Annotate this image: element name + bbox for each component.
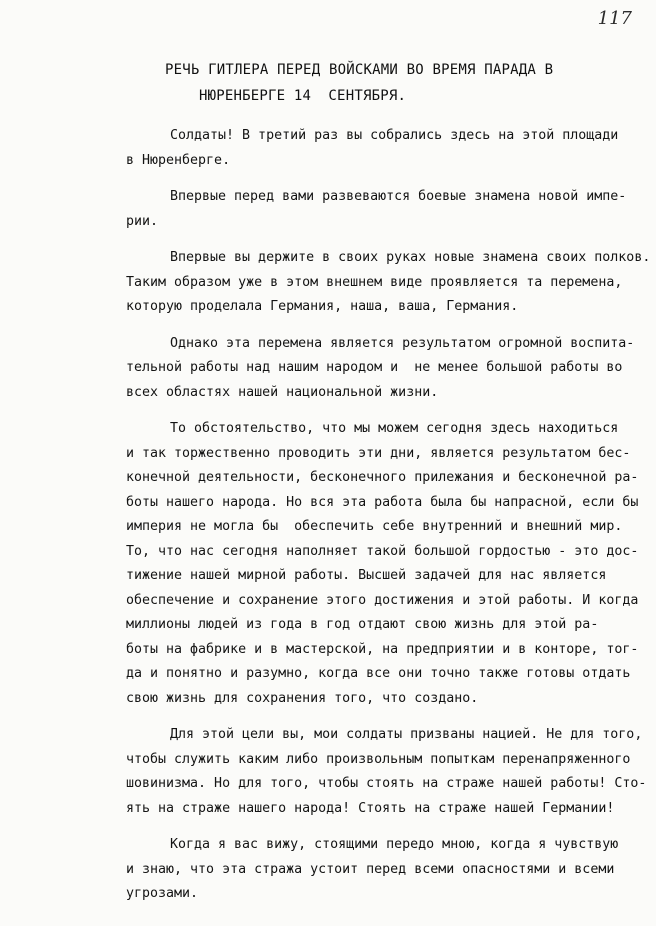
text-line: тижение нашей мирной работы. Высшей задачей для нас является <box>126 568 607 583</box>
text-line: Однако эта перемена является результатом огромной воспита- <box>170 335 635 351</box>
paragraph <box>126 246 651 320</box>
paragraph <box>126 124 646 173</box>
text-line: боты нашего народа. Но вся эта работа была бы напрасной, если бы <box>126 494 639 510</box>
text-line: в Нюренберге. <box>126 152 231 168</box>
text-line: рии. <box>126 213 159 229</box>
text-line: Таким образом уже в этом внешнем виде проявляется та перемена, <box>126 274 623 290</box>
paragraph <box>126 833 646 907</box>
text-line: империя не могла бы обеспечить себе внутренний и внешний мир. <box>126 519 623 534</box>
text-line: Для этой цели вы, мои солдаты призваны нацией. Не для того, <box>170 727 643 742</box>
paragraph <box>126 185 646 234</box>
body-text <box>126 124 651 919</box>
text-line: которую проделала Германия, наша, ваша, Германия. <box>126 299 519 314</box>
text-line: и так торжественно проводить эти дни, является результатом бес- <box>126 445 631 461</box>
paragraph <box>126 723 646 821</box>
text-line: Впервые вы держите в своих руках новые знамена своих полков. <box>170 250 651 265</box>
text-line: тельной работы над нашим народом и не менее большой работы во <box>126 360 623 375</box>
text-line: угрозами. <box>126 886 199 901</box>
text-line: Когда я вас вижу, стоящими передо мною, когда я чувствую <box>170 837 619 852</box>
text-line: То обстоятельство, что мы можем сегодня здесь находиться <box>170 421 619 436</box>
text-line: ять на страже нашего народа! Стоять на страже нашей Германии! <box>126 800 615 816</box>
page-number: 117 <box>597 8 632 29</box>
title-line-1: РЕЧЬ ГИТЛЕРА ПЕРЕД ВОЙСКАМИ ВО ВРЕМЯ ПАРАДА В <box>165 62 554 78</box>
text-line: миллионы людей из года в год отдают свою жизнь для этой ра- <box>126 617 599 632</box>
title-line-2: НЮРЕНБЕРГЕ 14 СЕНТЯБРЯ. <box>199 88 407 104</box>
text-line: Солдаты! В третий раз вы собрались здесь на этой площади <box>170 128 619 143</box>
text-line: свою жизнь для сохранения того, что создано. <box>126 690 479 706</box>
text-line: Впервые перед вами развеваются боевые знамена новой импе- <box>170 189 627 204</box>
text-line: шовинизма. Но для того, чтобы стоять на страже нашей работы! Сто- <box>126 776 647 791</box>
text-line: конечной деятельности, бесконечного прилежания и бесконечной ра- <box>126 470 639 485</box>
text-line: боты на фабрике и в мастерской, на предприятии и в конторе, тог- <box>126 641 639 657</box>
paragraph <box>126 332 646 406</box>
text-line: обеспечение и сохранение этого достижения и этой работы. И когда <box>126 592 639 608</box>
text-line: да и понятно и разумно, когда все они точно также готовы отдать <box>126 666 631 681</box>
text-line: всех областях нашей национальной жизни. <box>126 384 439 400</box>
text-line: То, что нас сегодня наполняет такой большой гордостью - это дос- <box>126 543 639 559</box>
paragraph <box>126 417 646 711</box>
text-line: чтобы служить каким либо произвольным попыткам перенапряженного <box>126 751 631 767</box>
text-line: и знаю, что эта стража устоит перед всеми опасностями и всеми <box>126 861 615 877</box>
